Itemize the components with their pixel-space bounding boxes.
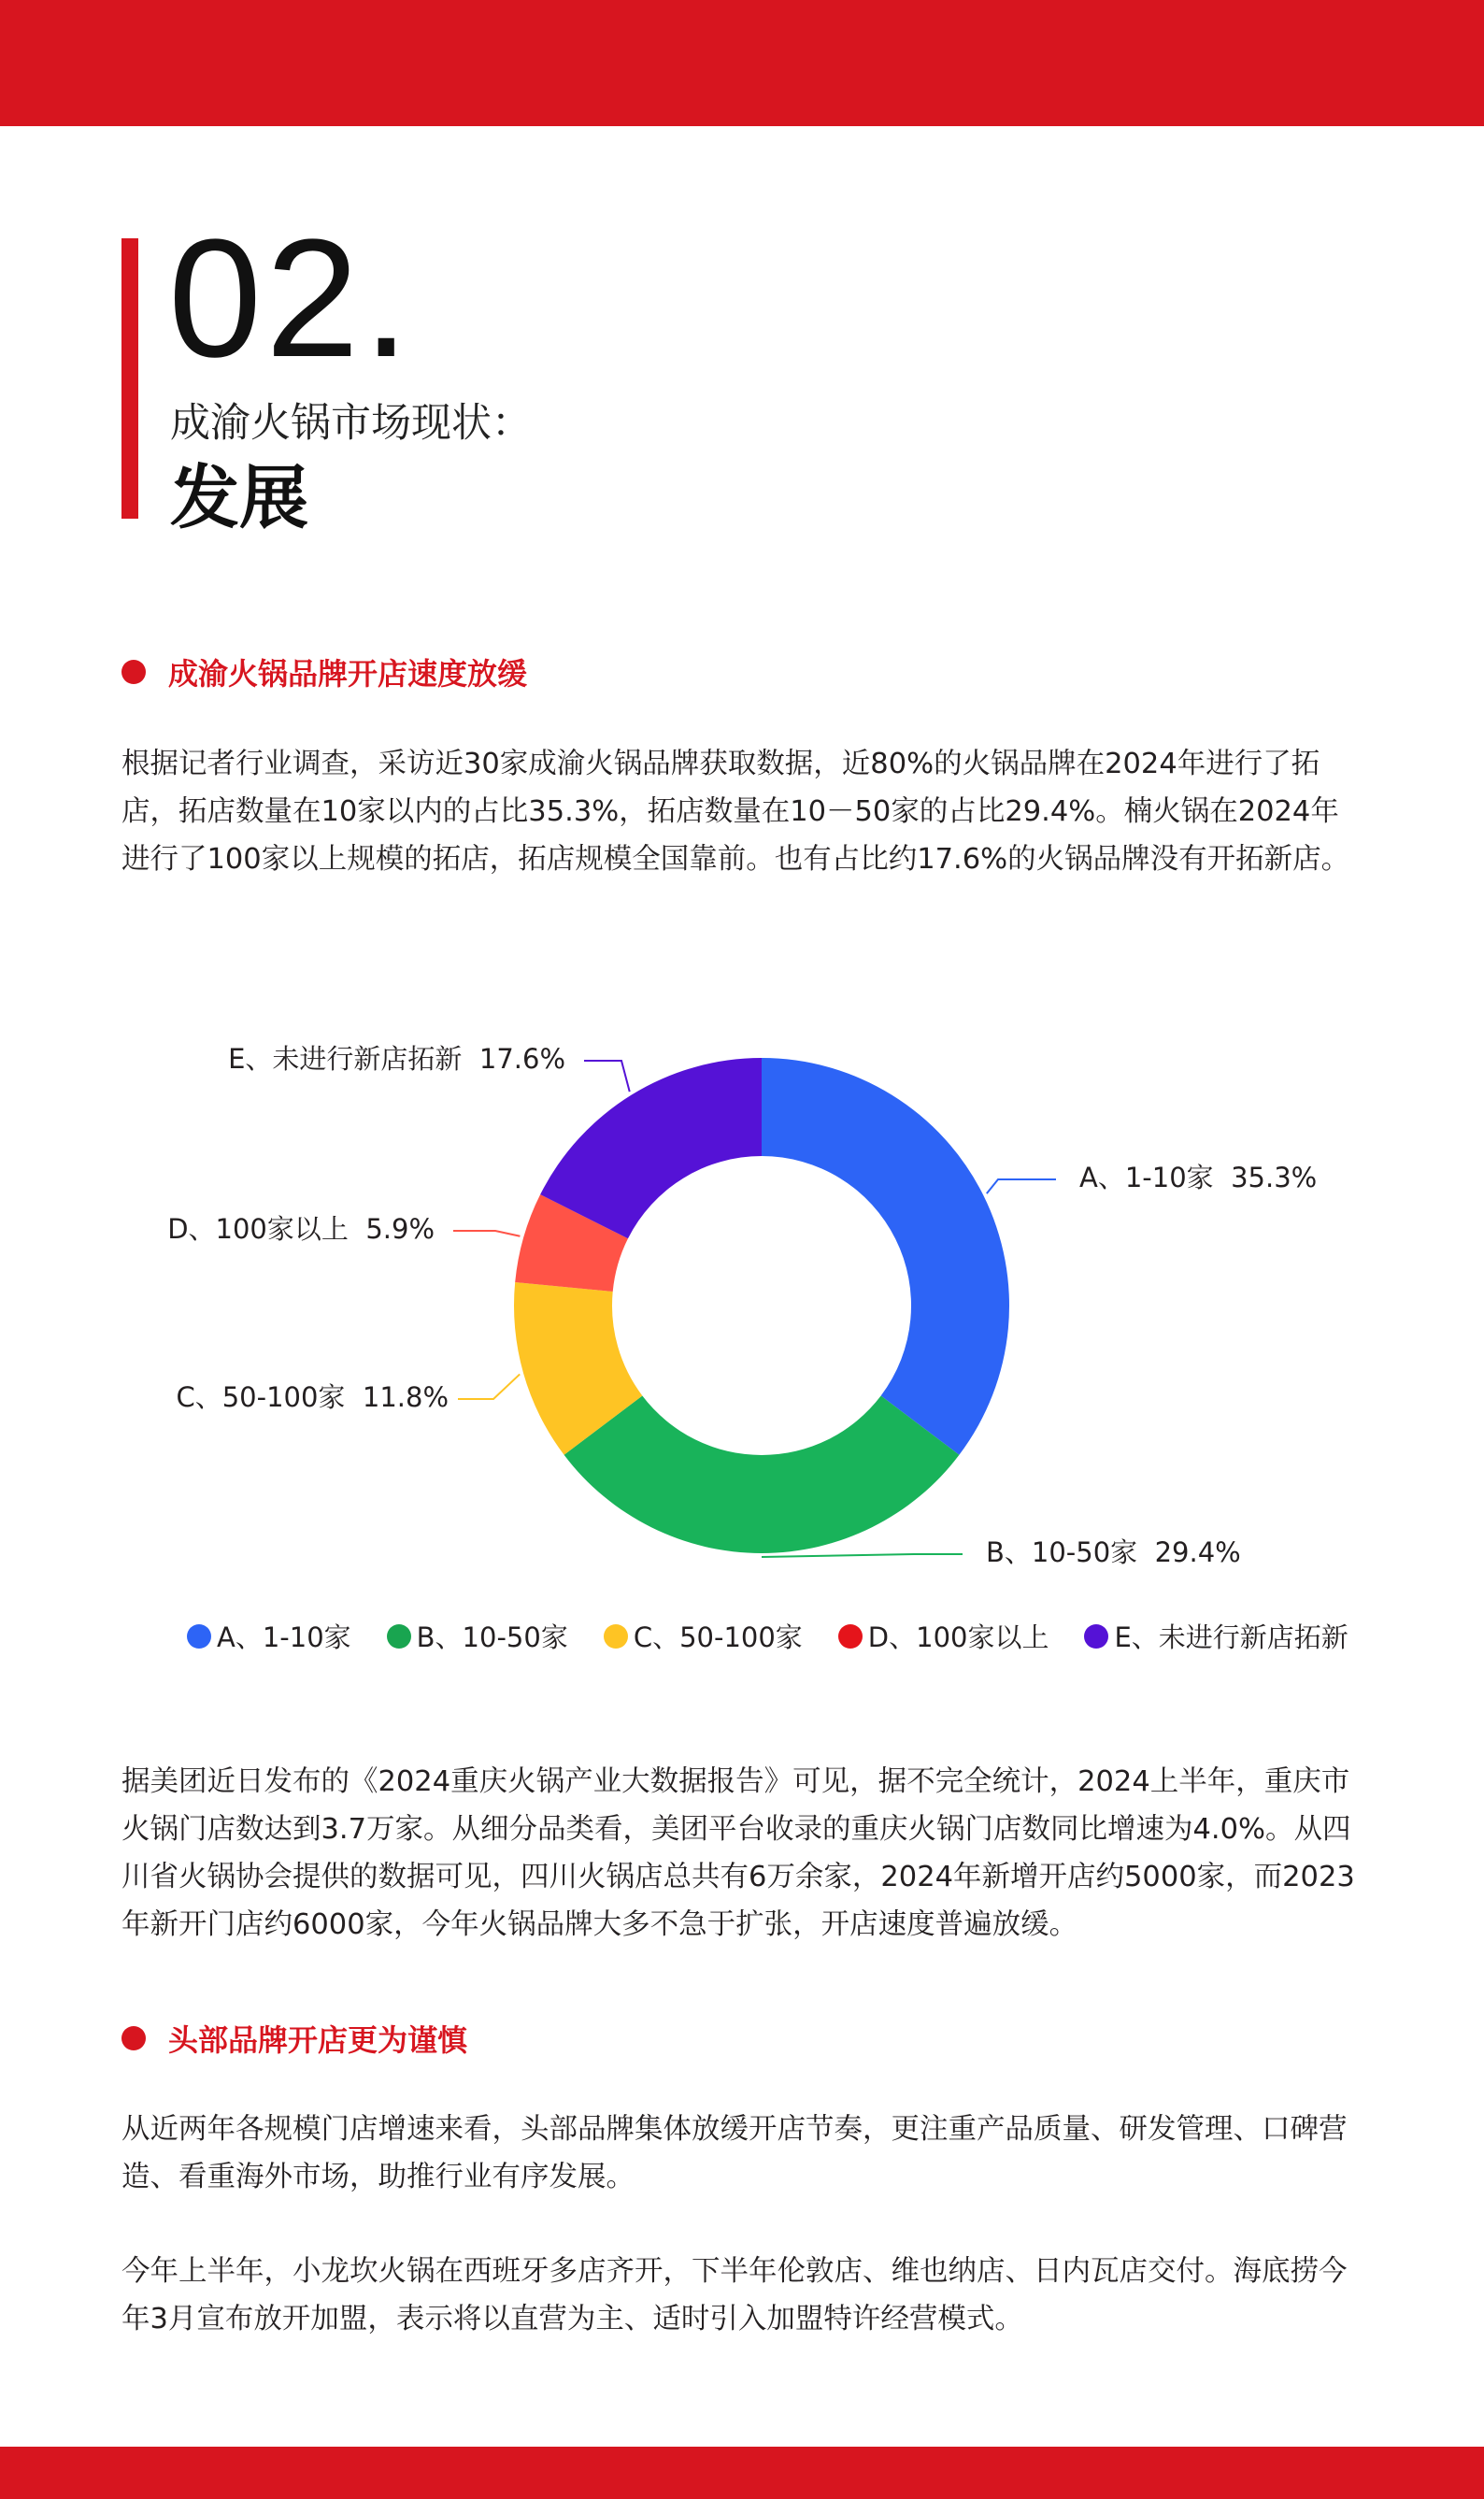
title-accent-bar [121, 238, 138, 519]
bottom-red-band [0, 2447, 1484, 2499]
paragraph-brands: 今年上半年，小龙坎火锅在西班牙多店齐开，下半年伦敦店、维也纳店、日内瓦店交付。海底捞今年3月宣布放开加盟，表示将以直营为主、适时引入加盟特许经营模式。 [121, 2255, 1348, 2335]
paragraph-growth: 从近两年各规模门店增速来看，头部品牌集体放缓开店节奏，更注重产品质量、研发管理、口碑营造、看重海外市场，助推行业有序发展。 [121, 2113, 1348, 2193]
section-heading-text: 成渝火锅品牌开店速度放缓 [168, 656, 528, 692]
bullet-dot-icon [121, 660, 146, 684]
top-red-band [0, 0, 1484, 126]
donut-chart [0, 972, 1484, 1607]
leader-line [458, 1374, 520, 1399]
legend-swatch-icon [387, 1624, 411, 1649]
legend-item [838, 1617, 1049, 1655]
section-subtitle: 成渝火锅市场现状： [170, 400, 532, 447]
legend-item [187, 1617, 351, 1655]
leader-line [584, 1061, 630, 1092]
section-heading-text: 头部品牌开店更为谨慎 [168, 2022, 468, 2058]
chart-legend [187, 1617, 1384, 1655]
legend-label: E、未进行新店拓新 [1114, 1621, 1348, 1653]
legend-item [1084, 1617, 1348, 1655]
section-title: 发展 [170, 458, 308, 538]
legend-label: D、100家以上 [867, 1621, 1049, 1653]
donut-slice [564, 1395, 960, 1553]
legend-swatch-icon [604, 1624, 628, 1649]
leader-line [453, 1231, 520, 1236]
legend-label: A、1-10家 [217, 1621, 351, 1653]
legend-swatch-icon [1084, 1624, 1108, 1649]
paragraph-meituan-report: 据美团近日发布的《2024重庆火锅产业大数据报告》可见，据不完全统计，2024上半年，重庆市火锅门店数达到3.7万家。从细分品类看，美团平台收录的重庆火锅门店数同比增速为4.0%。从四川省火锅协会提供的数据可见，四川火锅店总共有6万余家，2024年新增开店约5000家，而2023年新开门店约6000家，今年火锅品牌大多不急于扩张，开店速度普遍放缓。 [121, 1765, 1355, 1941]
section-heading-expansion [121, 650, 527, 693]
paragraph-survey: 根据记者行业调查，采访近30家成渝火锅品牌获取数据，近80%的火锅品牌在2024年进行了拓店，拓店数量在10家以内的占比35.3%，拓店数量在10－50家的占比29.4%。楠火锅在2024年进行了100家以上规模的拓店，拓店规模全国靠前。也有占比约17.6%的火锅品牌没有开拓新店。 [121, 748, 1350, 876]
legend-item [604, 1617, 803, 1655]
section-number: 02. [168, 205, 414, 393]
leader-line [762, 1554, 963, 1557]
donut-slice [762, 1058, 1009, 1455]
data-label: A、1-10家 35.3% [1079, 1162, 1318, 1193]
bullet-dot-icon [121, 2026, 146, 2050]
legend-swatch-icon [187, 1624, 211, 1649]
donut-slices [514, 1058, 1009, 1553]
legend-swatch-icon [838, 1624, 863, 1649]
data-label: B、10-50家 29.4% [986, 1536, 1241, 1568]
data-label: E、未进行新店拓新 17.6% [228, 1043, 565, 1075]
data-label: D、100家以上 5.9% [167, 1213, 435, 1245]
leader-line [987, 1179, 1056, 1193]
legend-item [387, 1617, 568, 1655]
section-heading-top-brands [121, 2017, 467, 2060]
legend-label: C、50-100家 [633, 1621, 803, 1653]
data-label: C、50-100家 11.8% [176, 1381, 449, 1413]
legend-label: B、10-50家 [416, 1621, 568, 1653]
